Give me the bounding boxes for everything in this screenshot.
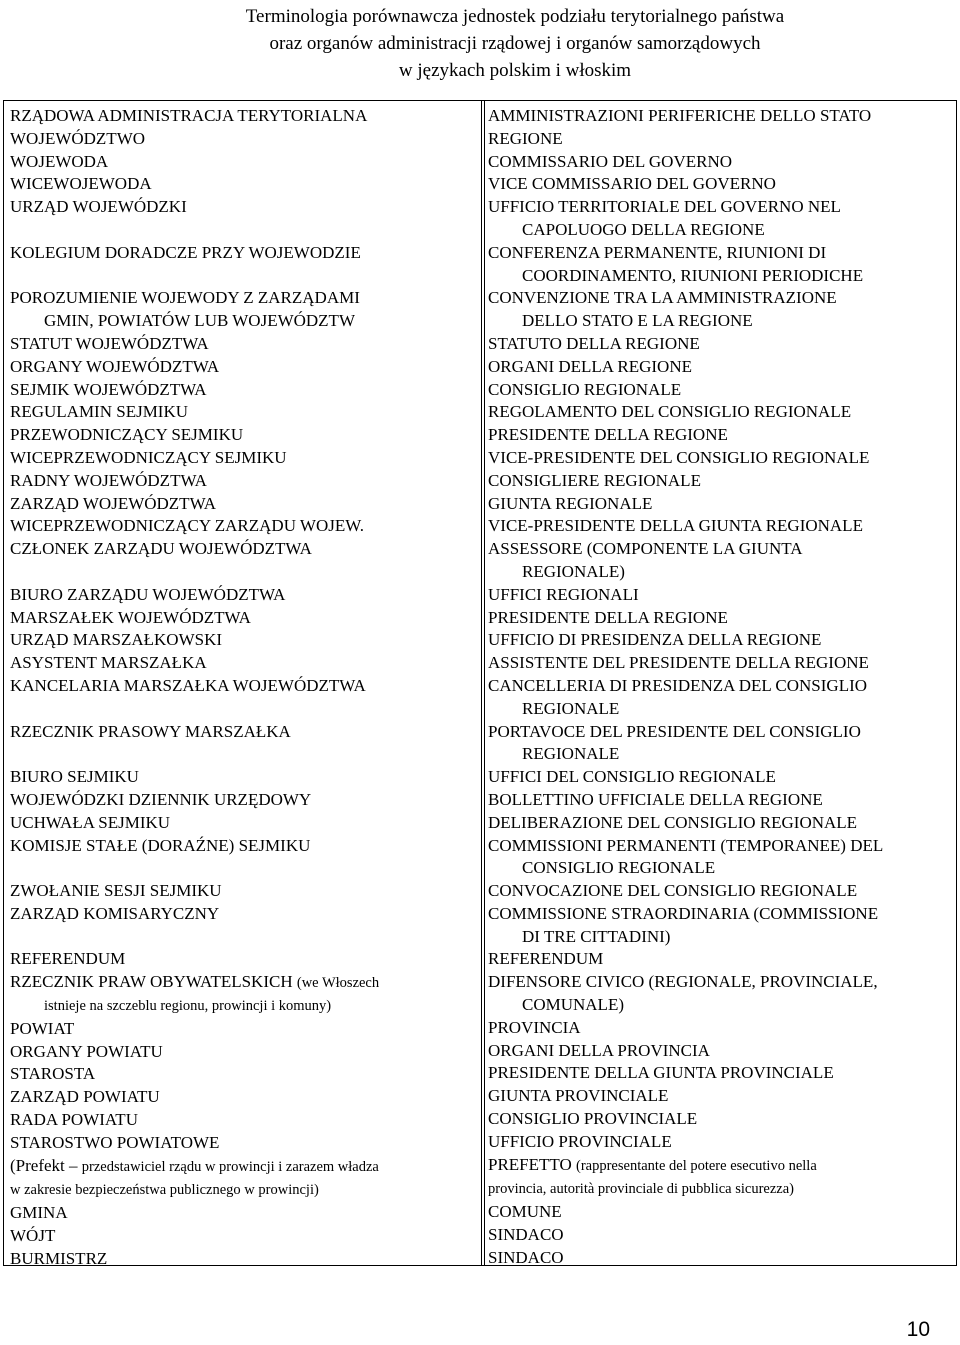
polish-term — [10, 128, 475, 151]
italian-term — [488, 948, 956, 971]
italian-term-text: REGOLAMENTO DEL CONSIGLIO REGIONALE — [488, 402, 852, 422]
polish-term-text: URZĄD WOJEWÓDZKI — [10, 197, 187, 217]
polish-term-text: MARSZAŁEK WOJEWÓDZTWA — [10, 607, 251, 627]
italian-term — [488, 652, 956, 675]
italian-term-text: GIUNTA REGIONALE — [488, 493, 653, 513]
polish-term — [10, 424, 475, 447]
italian-term-text: PREFETTO — [488, 1154, 572, 1174]
italian-term-text: CONSIGLIO REGIONALE — [488, 379, 682, 399]
italian-term — [488, 835, 956, 858]
polish-term-text: istnieje na szczeblu regionu, prowincji i komuny) — [44, 998, 332, 1015]
polish-term-note: w zakresie bezpieczeństwa publicznego w prowincji) — [10, 1182, 319, 1199]
polish-term — [10, 470, 475, 493]
italian-term-text: COMMISSIONI PERMANENTI (TEMPORANEE) DEL — [488, 835, 884, 855]
polish-term-text: WICEPRZEWODNICZĄCY ZARZĄDU WOJEW. — [10, 516, 364, 536]
italian-term-text: COMUNALE) — [522, 995, 624, 1015]
polish-term-text: WICEWOJEWODA — [10, 174, 152, 194]
italian-term-text: PRESIDENTE DELLA REGIONE — [488, 425, 728, 445]
polish-term — [10, 1063, 475, 1086]
italian-term — [488, 994, 956, 1017]
italian-term — [488, 1040, 956, 1063]
polish-term — [10, 1248, 475, 1271]
polish-term-text: BIURO SEJMIKU — [10, 767, 139, 787]
polish-term-text: WOJEWODA — [10, 151, 109, 171]
italian-term-text: CONSIGLIO PROVINCIALE — [488, 1109, 698, 1129]
italian-term-text: COMUNE — [488, 1202, 562, 1222]
italian-term — [488, 1224, 956, 1247]
italian-term-text: ORGANI DELLA REGIONE — [488, 356, 692, 376]
polish-term-text: KANCELARIA MARSZAŁKA WOJEWÓDZTWA — [10, 675, 366, 695]
italian-term-note: provincia, autorità provinciale di pubblica sicurezza) — [488, 1181, 794, 1198]
italian-term — [488, 1017, 956, 1040]
italian-term — [488, 789, 956, 812]
title-line-1: Terminologia porównawcza jednostek podziału terytorialnego państwa — [245, 6, 785, 27]
polish-term-text: RZECZNIK PRASOWY MARSZAŁKA — [10, 721, 291, 741]
polish-term — [10, 629, 475, 652]
polish-term-text: RZĄDOWA ADMINISTRACJA TERYTORIALNA — [10, 106, 368, 125]
italian-term-text: UFFICI REGIONALI — [488, 584, 639, 604]
polish-term-text: POWIAT — [10, 1018, 75, 1038]
title-line-2: oraz organów administracji rządowej i organów samorządowych — [269, 33, 761, 54]
polish-term-text: WÓJT — [10, 1226, 56, 1246]
italian-term-text: UFFICIO PROVINCIALE — [488, 1131, 672, 1151]
terminology-table — [3, 100, 957, 1266]
polish-term-text: BURMISTRZ — [10, 1248, 108, 1268]
italian-term-text: DELLO STATO E LA REGIONE — [522, 311, 753, 331]
italian-term — [488, 607, 956, 630]
polish-term — [10, 1178, 475, 1202]
polish-column — [10, 105, 475, 1271]
polish-term-text: RADNY WOJEWÓDZTWA — [10, 470, 207, 490]
polish-term — [10, 812, 475, 835]
italian-term-text: GIUNTA PROVINCIALE — [488, 1086, 669, 1106]
italian-term — [488, 310, 956, 333]
italian-term — [488, 903, 956, 926]
polish-term-text: SEJMIK WOJEWÓDZTWA — [10, 379, 207, 399]
italian-term — [488, 1062, 956, 1085]
page-number: 10 — [906, 1318, 930, 1341]
polish-term — [10, 310, 475, 333]
italian-term — [488, 470, 956, 493]
polish-term — [10, 1109, 475, 1132]
italian-term — [488, 675, 956, 698]
polish-term — [10, 1155, 475, 1179]
italian-term-text: VICE-PRESIDENTE DELLA GIUNTA REGIONALE — [488, 516, 863, 536]
polish-term-note: przedstawiciel rządu w prowincji i zarazem władza — [81, 1158, 379, 1175]
italian-term — [488, 242, 956, 265]
polish-term — [10, 287, 475, 310]
polish-term-text: URZĄD MARSZAŁKOWSKI — [10, 630, 223, 650]
polish-term — [10, 105, 475, 128]
polish-term — [10, 173, 475, 196]
polish-term-text: RADA POWIATU — [10, 1110, 138, 1130]
polish-term-text: ZARZĄD WOJEWÓDZTWA — [10, 493, 217, 513]
italian-term-text: CONVOCAZIONE DEL CONSIGLIO REGIONALE — [488, 881, 858, 901]
italian-term — [488, 105, 956, 128]
polish-term — [10, 789, 475, 812]
italian-term — [488, 515, 956, 538]
polish-term — [10, 515, 475, 538]
polish-term — [10, 219, 475, 242]
italian-term — [488, 743, 956, 766]
italian-term — [488, 812, 956, 835]
italian-term-text: ORGANI DELLA PROVINCIA — [488, 1040, 710, 1060]
polish-term — [10, 698, 475, 721]
polish-term — [10, 721, 475, 744]
italian-term — [488, 926, 956, 949]
polish-term — [10, 948, 475, 971]
polish-term — [10, 333, 475, 356]
italian-term — [488, 493, 956, 516]
polish-term-text: PRZEWODNICZĄCY SEJMIKU — [10, 425, 244, 445]
italian-term — [488, 265, 956, 288]
italian-term-text: CAPOLUOGO DELLA REGIONE — [522, 219, 765, 239]
italian-term — [488, 857, 956, 880]
italian-term-text: REGIONALE — [522, 698, 620, 718]
italian-term — [488, 538, 956, 561]
italian-term-text: BOLLETTINO UFFICIALE DELLA REGIONE — [488, 789, 823, 809]
column-divider-inner — [484, 101, 485, 1265]
italian-term-text: UFFICIO TERRITORIALE DEL GOVERNO NEL — [488, 197, 841, 217]
polish-term — [10, 242, 475, 265]
italian-term-text: SINDACO — [488, 1225, 564, 1245]
polish-term-note: (we Włoszech — [296, 975, 380, 992]
italian-term-text: REGIONALE — [522, 744, 620, 764]
italian-term — [488, 287, 956, 310]
italian-term — [488, 401, 956, 424]
polish-term — [10, 835, 475, 858]
document-title — [0, 3, 960, 84]
italian-term — [488, 333, 956, 356]
polish-term — [10, 1086, 475, 1109]
polish-term — [10, 401, 475, 424]
polish-term-text: RZECZNIK PRAW OBYWATELSKICH — [10, 972, 293, 992]
italian-term-text: PROVINCIA — [488, 1017, 581, 1037]
italian-term-text: STATUTO DELLA REGIONE — [488, 333, 700, 353]
italian-term — [488, 424, 956, 447]
polish-term-text: WICEPRZEWODNICZĄCY SEJMIKU — [10, 447, 287, 467]
polish-term — [10, 1041, 475, 1064]
polish-term-text: POROZUMIENIE WOJEWODY Z ZARZĄDAMI — [10, 288, 360, 308]
polish-term — [10, 675, 475, 698]
polish-term-text: REGULAMIN SEJMIKU — [10, 402, 189, 422]
italian-term — [488, 196, 956, 219]
italian-term — [488, 880, 956, 903]
italian-term-text: CONSIGLIO REGIONALE — [522, 858, 716, 878]
italian-term — [488, 128, 956, 151]
polish-term — [10, 561, 475, 584]
polish-term-text: ZARZĄD POWIATU — [10, 1087, 160, 1107]
polish-term — [10, 903, 475, 926]
italian-term-text: REGIONALE) — [522, 561, 625, 581]
polish-term — [10, 584, 475, 607]
polish-term — [10, 857, 475, 880]
polish-term — [10, 926, 475, 949]
polish-term-text: KOMISJE STAŁE (DORAŹNE) SEJMIKU — [10, 835, 311, 855]
italian-term-text: COMMISSIONE STRAORDINARIA (COMMISSIONE — [488, 903, 879, 923]
polish-term-text: GMIN, POWIATÓW LUB WOJEWÓDZTW — [44, 311, 355, 331]
italian-term — [488, 1131, 956, 1154]
italian-term-text: UFFICIO DI PRESIDENZA DELLA REGIONE — [488, 630, 822, 650]
polish-term-text: (Prefekt – — [10, 1155, 78, 1175]
polish-term — [10, 265, 475, 288]
italian-term-text: REGIONE — [488, 128, 563, 148]
italian-term-text: DIFENSORE CIVICO (REGIONALE, PROVINCIALE, — [488, 972, 878, 992]
polish-term-text: ORGANY POWIATU — [10, 1041, 163, 1061]
polish-term — [10, 356, 475, 379]
italian-term-text: CONVENZIONE TRA LA AMMINISTRAZIONE — [488, 288, 837, 308]
italian-term-text: AMMINISTRAZIONI PERIFERICHE DELLO STATO — [488, 106, 872, 125]
italian-term — [488, 447, 956, 470]
italian-term-text: COORDINAMENTO, RIUNIONI PERIODICHE — [522, 265, 864, 285]
polish-term — [10, 151, 475, 174]
italian-term-text: COMMISSARIO DEL GOVERNO — [488, 151, 732, 171]
polish-term — [10, 493, 475, 516]
italian-term-text: DELIBERAZIONE DEL CONSIGLIO REGIONALE — [488, 812, 858, 832]
italian-term-text: CANCELLERIA DI PRESIDENZA DEL CONSIGLIO — [488, 675, 868, 695]
polish-term-text: STAROSTA — [10, 1064, 96, 1084]
italian-term-text: VICE-PRESIDENTE DEL CONSIGLIO REGIONALE — [488, 447, 870, 467]
italian-term — [488, 721, 956, 744]
italian-term — [488, 766, 956, 789]
italian-term — [488, 356, 956, 379]
polish-term-text: ZARZĄD KOMISARYCZNY — [10, 903, 220, 923]
italian-term — [488, 971, 956, 994]
italian-term-text: UFFICI DEL CONSIGLIO REGIONALE — [488, 767, 776, 787]
italian-term — [488, 151, 956, 174]
polish-term — [10, 766, 475, 789]
polish-term — [10, 196, 475, 219]
polish-term-text: WOJEWÓDZTWO — [10, 128, 146, 148]
polish-term — [10, 1202, 475, 1225]
italian-term-text: CONSIGLIERE REGIONALE — [488, 470, 701, 490]
italian-term — [488, 1177, 956, 1201]
polish-term-text: ASYSTENT MARSZAŁKA — [10, 653, 207, 673]
italian-term-text: ASSESSORE (COMPONENTE LA GIUNTA — [488, 539, 803, 559]
italian-term — [488, 173, 956, 196]
italian-column — [488, 105, 956, 1270]
italian-term — [488, 1085, 956, 1108]
polish-term-text: STATUT WOJEWÓDZTWA — [10, 333, 209, 353]
italian-term-text: SINDACO — [488, 1247, 564, 1267]
italian-term-text: CONFERENZA PERMANENTE, RIUNIONI DI — [488, 242, 827, 262]
column-divider — [481, 101, 482, 1265]
italian-term-text: ASSISTENTE DEL PRESIDENTE DELLA REGIONE — [488, 653, 869, 673]
polish-term — [10, 880, 475, 903]
italian-term — [488, 1247, 956, 1270]
italian-term — [488, 629, 956, 652]
italian-term — [488, 1201, 956, 1224]
polish-term-text: BIURO ZARZĄDU WOJEWÓDZTWA — [10, 584, 286, 604]
polish-term-text: ZWOŁANIE SESJI SEJMIKU — [10, 881, 222, 901]
polish-term-text: REFERENDUM — [10, 949, 126, 969]
italian-term-text: PRESIDENTE DELLA GIUNTA PROVINCIALE — [488, 1063, 834, 1083]
polish-term — [10, 1225, 475, 1248]
polish-term — [10, 538, 475, 561]
italian-term — [488, 379, 956, 402]
italian-term — [488, 1154, 956, 1178]
polish-term — [10, 995, 475, 1018]
italian-term — [488, 219, 956, 242]
polish-term — [10, 652, 475, 675]
polish-term — [10, 1132, 475, 1155]
polish-term — [10, 447, 475, 470]
italian-term — [488, 698, 956, 721]
polish-term — [10, 379, 475, 402]
italian-term-text: DI TRE CITTADINI) — [522, 926, 671, 946]
italian-term — [488, 584, 956, 607]
italian-term — [488, 561, 956, 584]
polish-term-text: STAROSTWO POWIATOWE — [10, 1132, 220, 1152]
polish-term-text: GMINA — [10, 1203, 68, 1223]
italian-term-note: (rappresentante del potere esecutivo nella — [576, 1157, 817, 1174]
polish-term-text: UCHWAŁA SEJMIKU — [10, 812, 171, 832]
polish-term — [10, 971, 475, 995]
polish-term — [10, 1018, 475, 1041]
italian-term-text: PRESIDENTE DELLA REGIONE — [488, 607, 728, 627]
polish-term-text: WOJEWÓDZKI DZIENNIK URZĘDOWY — [10, 789, 312, 809]
title-line-3: w językach polskim i włoskim — [398, 60, 632, 81]
polish-term-text: ORGANY WOJEWÓDZTWA — [10, 356, 220, 376]
italian-term-text: PORTAVOCE DEL PRESIDENTE DEL CONSIGLIO — [488, 721, 861, 741]
italian-term-text: VICE COMMISSARIO DEL GOVERNO — [488, 174, 776, 194]
polish-term — [10, 607, 475, 630]
polish-term — [10, 743, 475, 766]
italian-term — [488, 1108, 956, 1131]
italian-term-text: REFERENDUM — [488, 949, 604, 969]
polish-term-text: KOLEGIUM DORADCZE PRZY WOJEWODZIE — [10, 242, 361, 262]
polish-term-text: CZŁONEK ZARZĄDU WOJEWÓDZTWA — [10, 539, 312, 559]
